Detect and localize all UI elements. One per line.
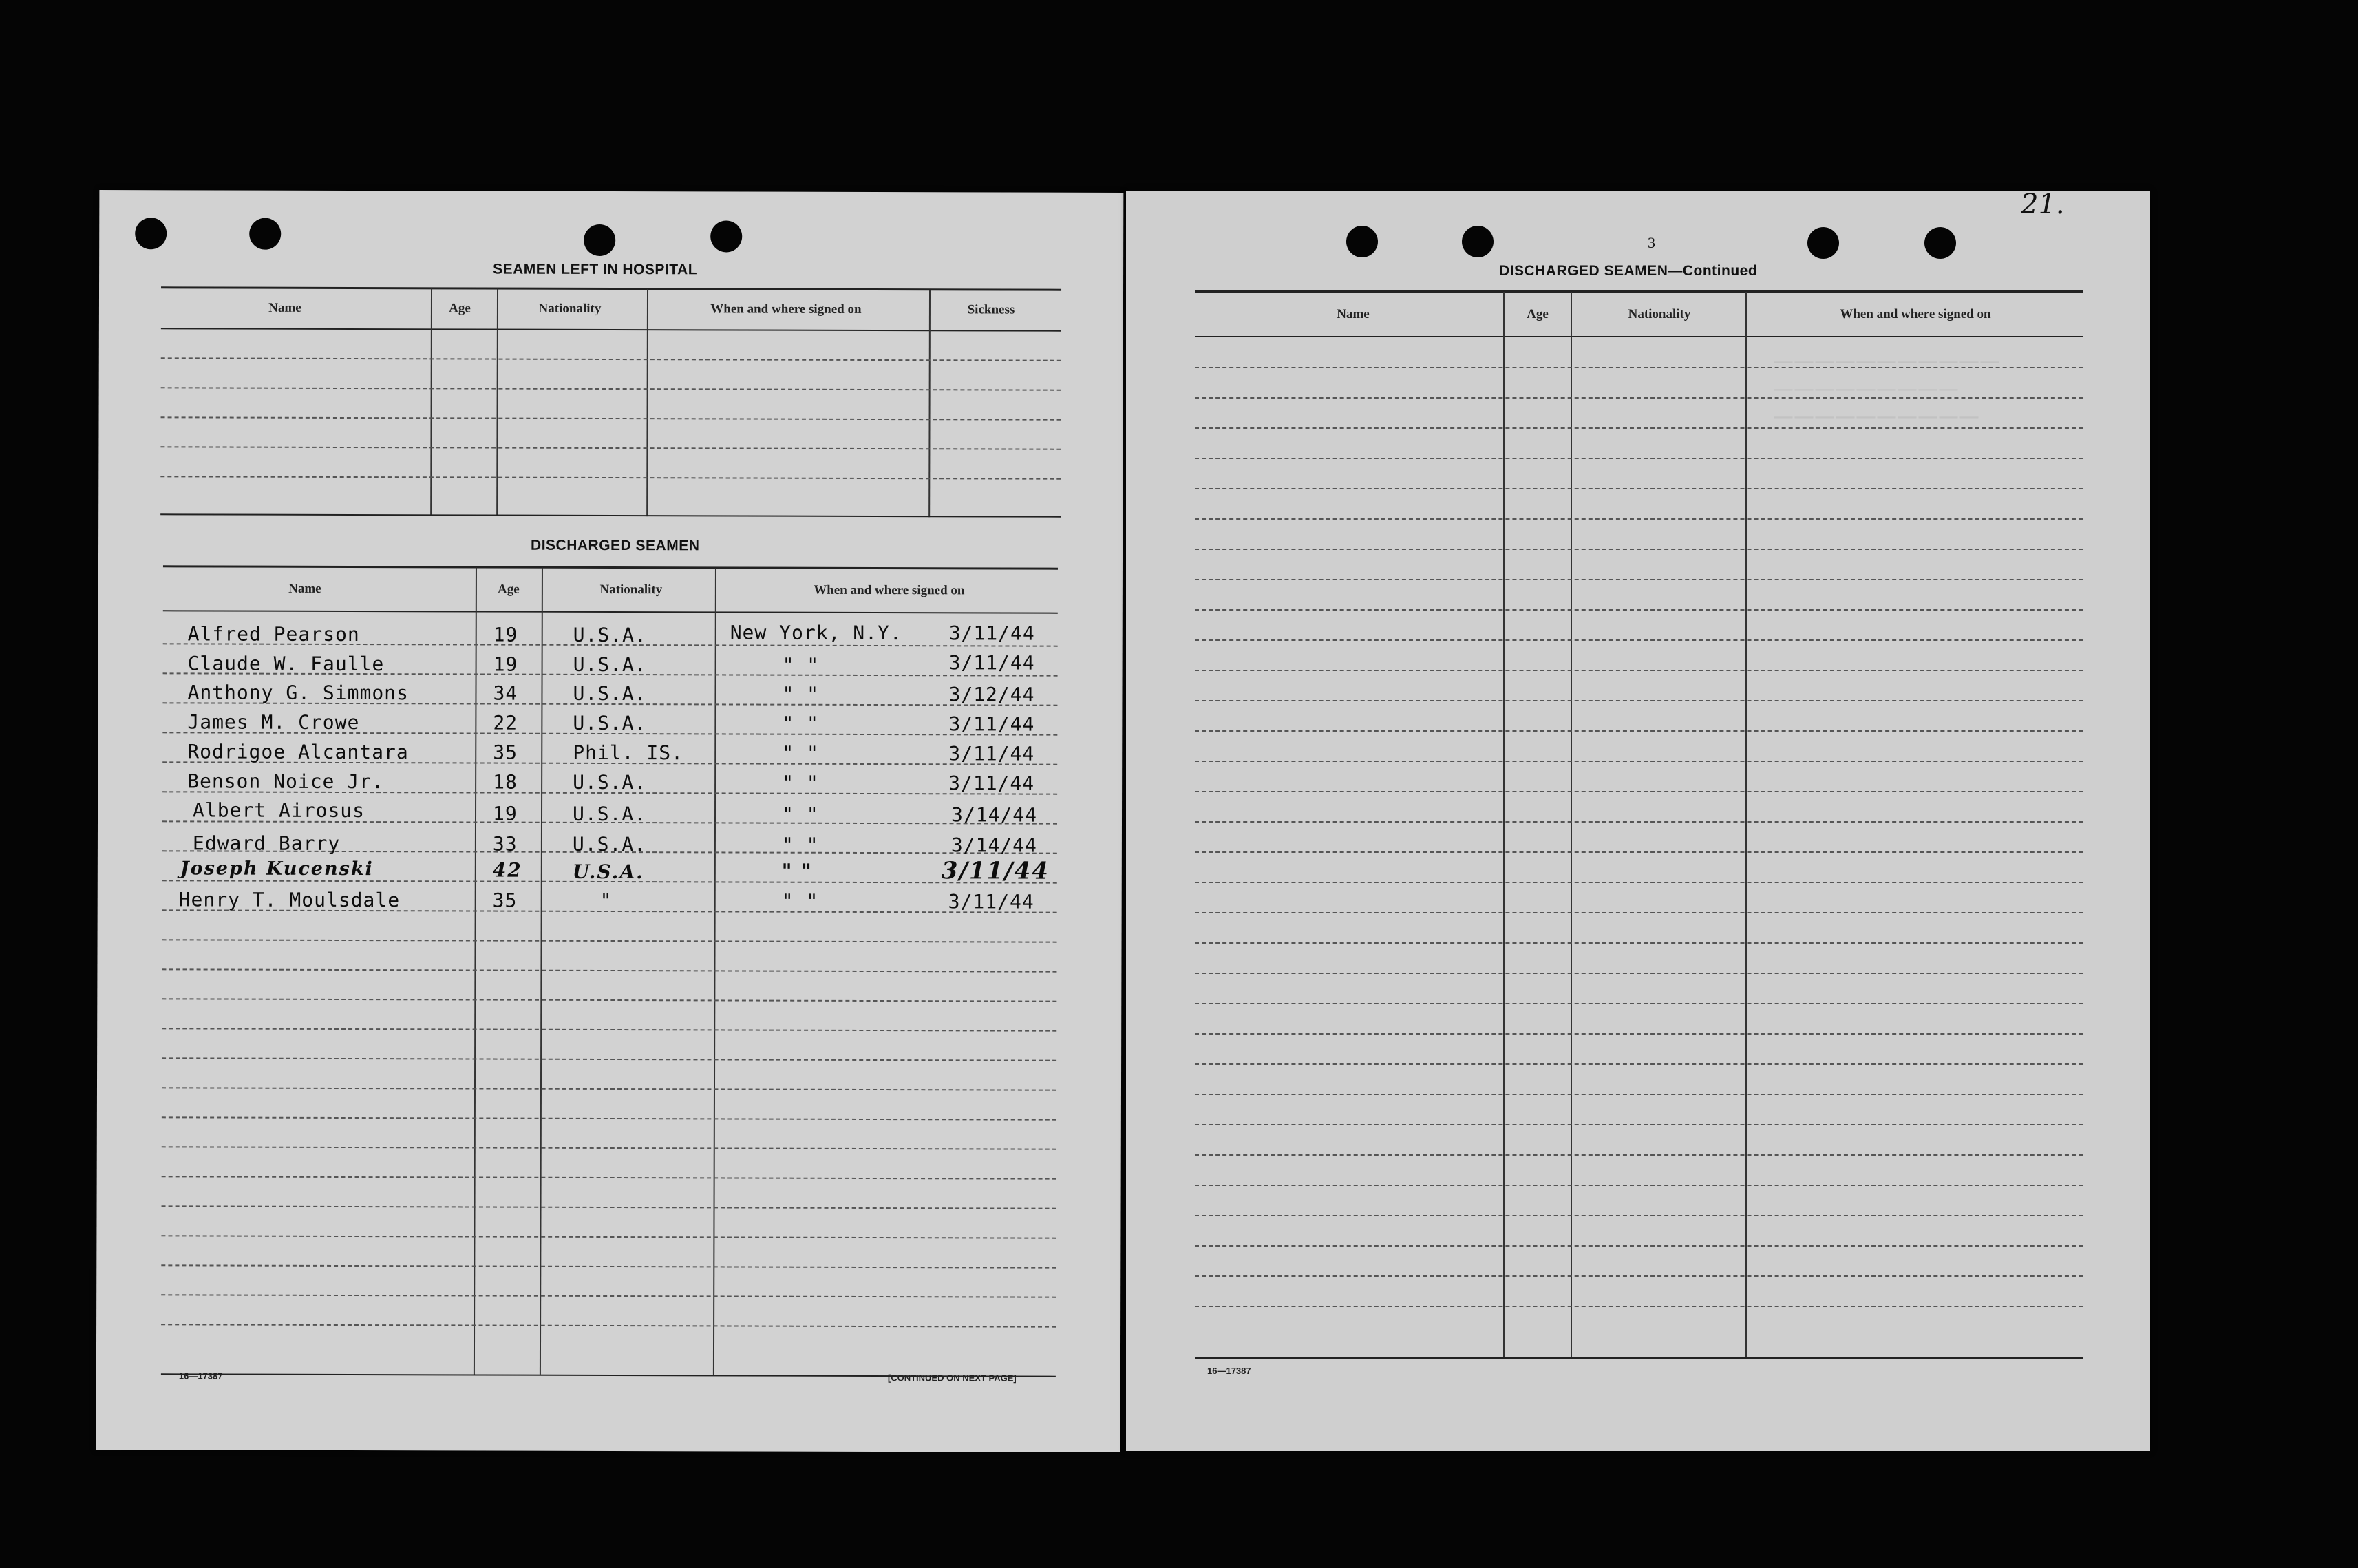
seaman-nationality: U.S.A. [572,802,647,826]
hospital-col-sickness: Sickness [967,302,1015,317]
page-corner-mark: 21. [2021,191,2065,220]
signed-on-place: " " [781,889,819,913]
signed-on-place: " " [781,803,819,826]
seaman-name: Claude W. Faulle [187,652,385,676]
seaman-age: 34 [493,681,518,705]
signed-on-place: " " [782,741,819,765]
bleed-through-text: ————————— [1773,377,1959,401]
seaman-nationality: U.S.A. [573,770,647,794]
punch-hole [249,218,281,250]
seaman-name: Albert Airosus [192,798,365,823]
seaman-age: 19 [493,653,518,676]
seaman-name: Rodrigoe Alcantara [187,740,409,764]
continued-col-name: Name [1337,307,1370,321]
signed-on-place: New York, N.Y. [730,621,902,645]
seaman-age: 19 [493,623,518,646]
seaman-nationality: U.S.A. [573,681,647,706]
signed-on-place: " " [782,682,820,706]
seaman-age: 18 [493,770,518,794]
seaman-nationality: U.S.A. [572,832,647,856]
signed-on-date: 3/11/44 [948,651,1035,675]
right-page [1126,191,2150,1451]
punch-hole [710,220,742,252]
bleed-through-text: ——————————— [1773,350,2000,374]
seaman-name: Benson Noice Jr. [187,770,384,794]
discharged-col-age: Age [498,582,520,597]
signed-on-date: 3/14/44 [950,834,1037,857]
seaman-age: 42 [492,858,522,882]
form-number: 16—17387 [1207,1366,1251,1376]
hospital-col-signed-on: When and where signed on [710,301,862,317]
signed-on-date: 3/14/44 [950,803,1038,827]
seaman-nationality: U.S.A. [573,623,647,647]
seaman-name: James M. Crowe [187,710,360,734]
seaman-nationality: U.S.A. [573,653,647,677]
discharged-col-name: Name [288,581,321,596]
continued-col-signed-on: When and where signed on [1840,307,1991,321]
signed-on-place: " " [782,771,819,794]
hospital-col-age: Age [449,301,471,316]
punch-hole [1924,227,1956,259]
signed-on-place: " " [782,653,820,677]
page-number: 3 [1648,234,1655,251]
hospital-col-nationality: Nationality [538,301,602,316]
page-title: DISCHARGED SEAMEN—Continued [1499,263,1758,279]
punch-hole [584,224,615,256]
seaman-age: 35 [492,889,518,912]
seaman-age: 22 [493,711,518,734]
signed-on-place: " " [782,712,819,735]
hospital-section-title: SEAMEN LEFT IN HOSPITAL [493,261,698,278]
seaman-nationality: Phil. IS. [573,741,684,765]
seaman-name: Anthony G. Simmons [187,681,409,705]
signed-on-date: 3/11/44 [948,622,1035,645]
punch-hole [1807,227,1839,259]
punch-hole [1346,226,1378,257]
seaman-name: Alfred Pearson [187,622,360,646]
seaman-nationality: " [599,889,613,913]
seaman-name: Henry T. Moulsdale [178,888,401,912]
bleed-through-text: —————————— [1773,405,1979,429]
continued-note: [CONTINUED ON NEXT PAGE] [887,1373,1017,1384]
signed-on-date: 3/11/44 [941,857,1050,885]
discharged-col-signed-on: When and where signed on [814,582,965,598]
signed-on-date: 3/11/44 [948,712,1035,736]
hospital-col-name: Name [268,300,301,315]
signed-on-date: 3/11/44 [948,890,1034,913]
seaman-age: 19 [492,802,518,825]
punch-hole [1462,226,1494,257]
continued-col-age: Age [1527,307,1549,321]
discharged-section-title: DISCHARGED SEAMEN [531,537,700,554]
discharged-col-nationality: Nationality [599,582,663,597]
form-number: 16—17387 [178,1370,223,1381]
left-page [96,190,1124,1452]
seaman-nationality: U.S.A. [573,711,647,735]
seaman-name-handwritten: Joseph Kucenski [180,858,374,880]
signed-on-date: 3/12/44 [948,683,1035,706]
seaman-age: 33 [492,832,518,856]
continued-col-nationality: Nationality [1628,307,1691,321]
signed-on-place: " " [781,833,819,856]
seaman-name: Edward Barry [192,831,341,855]
signed-on-date: 3/11/44 [948,772,1035,795]
seaman-nationality: U.S.A. [572,860,644,884]
seaman-age: 35 [493,741,518,764]
signed-on-place: " " [781,859,813,882]
punch-hole [135,218,167,249]
signed-on-date: 3/11/44 [948,742,1035,765]
